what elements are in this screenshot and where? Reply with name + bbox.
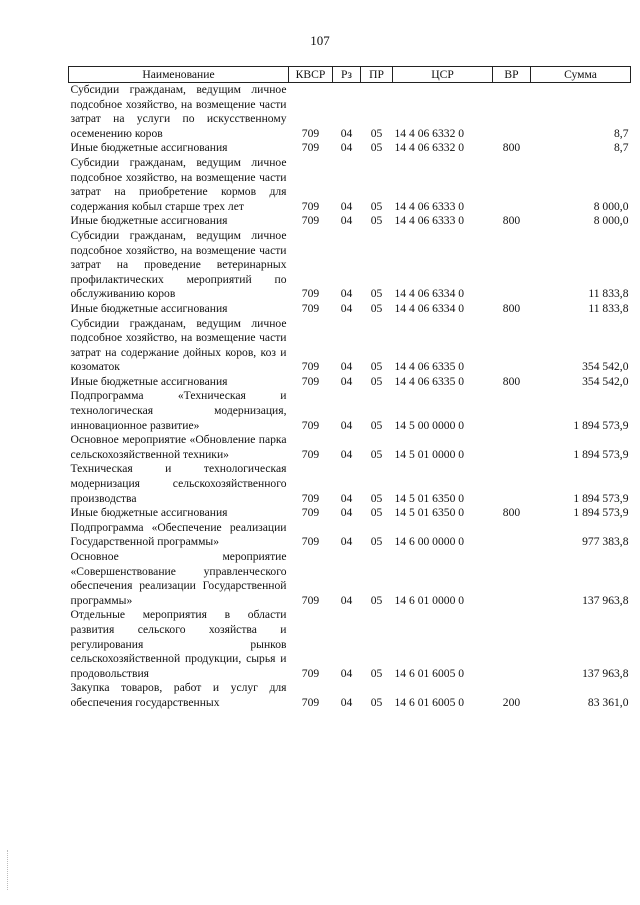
cell-vr (493, 229, 531, 302)
cell-name: Субсидии гражданам, ведущим личное подсобное хозяйство, на возмещение части затрат на содержание дойных коров, коз и козоматок (70, 316, 287, 374)
cell-sum: 1 894 573,9 (573, 491, 629, 505)
cell-name: Иные бюджетные ассигнования (70, 506, 228, 520)
cell-kvsr: 709 (301, 418, 320, 432)
table-row (69, 389, 631, 433)
table-row (69, 317, 631, 375)
cell-rz: 04 (340, 666, 353, 680)
cell-vr (493, 608, 531, 681)
cell-sum: 11 833,8 (588, 287, 629, 301)
cell-sum: 1 894 573,9 (573, 447, 629, 461)
cell-kvsr: 709 (301, 126, 320, 140)
cell-pr: 05 (370, 418, 383, 432)
cell-sum: 8,7 (614, 126, 629, 140)
table-row (69, 156, 631, 214)
cell-rz: 04 (340, 374, 353, 388)
cell-rz: 04 (340, 214, 353, 228)
cell-kvsr: 709 (301, 535, 320, 549)
table-row (69, 302, 631, 317)
cell-vr (493, 83, 531, 142)
cell-csr: 14 6 01 0000 0 (394, 593, 465, 607)
cell-csr: 14 5 00 0000 0 (394, 418, 465, 432)
cell-vr: 200 (502, 695, 521, 709)
cell-kvsr: 709 (301, 666, 320, 680)
cell-csr: 14 4 06 6332 0 (394, 141, 465, 155)
cell-kvsr: 709 (301, 447, 320, 461)
table-row (69, 462, 631, 506)
table-row (69, 375, 631, 390)
cell-sum: 137 963,8 (582, 666, 629, 680)
table-row (69, 214, 631, 229)
cell-csr: 14 4 06 6334 0 (394, 287, 465, 301)
scan-margin-specks (7, 850, 9, 890)
page-number: 107 (310, 33, 330, 48)
table-row (69, 608, 631, 681)
cell-vr (493, 317, 531, 375)
cell-name: Субсидии гражданам, ведущим личное подсобное хозяйство, на возмещение части затрат на проведение ветеринарных профилактических мероприятий по обслуживанию коров (70, 228, 287, 301)
cell-kvsr: 709 (301, 695, 320, 709)
cell-name: Иные бюджетные ассигнования (70, 214, 228, 228)
cell-csr: 14 4 06 6332 0 (394, 126, 465, 140)
cell-name: Иные бюджетные ассигнования (70, 301, 228, 315)
cell-rz: 04 (340, 360, 353, 374)
cell-name: Подпрограмма «Обеспечение реализации Государственной программы» (70, 520, 287, 549)
cell-name: Техническая и технологическая модернизация сельскохозяйственного производства (70, 462, 287, 505)
cell-pr: 05 (370, 506, 383, 520)
cell-name: Закупка товаров, работ и услуг для обеспечения государственных (70, 681, 287, 709)
cell-rz: 04 (340, 535, 353, 549)
cell-name: Основное мероприятие «Совершенствование управленческого обеспечения реализации Государственной программы» (70, 550, 287, 607)
header-csr: ЦСР (393, 67, 493, 83)
cell-vr (493, 389, 531, 433)
cell-sum: 8 000,0 (593, 214, 629, 228)
cell-sum: 11 833,8 (588, 301, 629, 315)
cell-sum: 137 963,8 (582, 593, 629, 607)
cell-pr: 05 (370, 535, 383, 549)
cell-csr: 14 4 06 6335 0 (394, 374, 465, 388)
table-row (69, 229, 631, 302)
cell-kvsr: 709 (301, 214, 320, 228)
cell-sum: 83 361,0 (587, 695, 629, 709)
cell-csr: 14 4 06 6333 0 (394, 214, 465, 228)
cell-rz: 04 (340, 447, 353, 461)
cell-rz: 04 (340, 141, 353, 155)
cell-csr: 14 5 01 6350 0 (394, 491, 465, 505)
cell-kvsr: 709 (301, 199, 320, 213)
cell-pr: 05 (370, 214, 383, 228)
cell-csr: 14 4 06 6334 0 (394, 301, 465, 315)
header-vr: ВР (493, 67, 531, 83)
cell-sum: 8,7 (614, 141, 629, 155)
cell-name: Субсидии гражданам, ведущим личное подсобное хозяйство, на возмещение части затрат на приобретение кормов для содержания кобыл старше трех лет (70, 155, 287, 213)
cell-pr: 05 (370, 695, 383, 709)
cell-vr (493, 462, 531, 506)
cell-vr (493, 521, 531, 550)
cell-sum: 977 383,8 (582, 535, 629, 549)
cell-rz: 04 (340, 301, 353, 315)
cell-vr: 800 (502, 506, 521, 520)
cell-vr (493, 433, 531, 462)
cell-name: Иные бюджетные ассигнования (70, 374, 228, 388)
cell-pr: 05 (370, 301, 383, 315)
budget-table (68, 66, 631, 711)
table-row (69, 550, 631, 608)
table-row (69, 433, 631, 462)
table-row (69, 83, 631, 142)
cell-name: Субсидии гражданам, ведущим личное подсобное хозяйство, на возмещение части затрат на услуги по искусственному осеменению коров (70, 83, 287, 140)
cell-vr (493, 550, 531, 608)
cell-kvsr: 709 (301, 287, 320, 301)
cell-name: Иные бюджетные ассигнования (70, 141, 228, 155)
cell-csr: 14 6 01 6005 0 (394, 695, 465, 709)
cell-pr: 05 (370, 126, 383, 140)
header-sum: Сумма (531, 67, 631, 83)
cell-vr: 800 (502, 301, 521, 315)
cell-vr: 800 (502, 214, 521, 228)
cell-kvsr: 709 (301, 141, 320, 155)
cell-csr: 14 5 01 0000 0 (394, 447, 465, 461)
cell-name: Основное мероприятие «Обновление парка сельскохозяйственной техники» (70, 433, 287, 461)
cell-rz: 04 (340, 199, 353, 213)
cell-sum: 8 000,0 (593, 199, 629, 213)
table-row (69, 141, 631, 156)
cell-kvsr: 709 (301, 301, 320, 315)
cell-vr (493, 156, 531, 214)
cell-kvsr: 709 (301, 593, 320, 607)
cell-pr: 05 (370, 141, 383, 155)
table-row (69, 506, 631, 521)
header-kvsr: КВСР (289, 67, 333, 83)
cell-pr: 05 (370, 666, 383, 680)
cell-pr: 05 (370, 491, 383, 505)
cell-pr: 05 (370, 287, 383, 301)
cell-pr: 05 (370, 360, 383, 374)
cell-kvsr: 709 (301, 374, 320, 388)
cell-rz: 04 (340, 418, 353, 432)
cell-sum: 354 542,0 (582, 360, 629, 374)
table-row (69, 521, 631, 550)
cell-csr: 14 6 01 6005 0 (394, 666, 465, 680)
cell-rz: 04 (340, 695, 353, 709)
header-name: Наименование (69, 67, 289, 83)
cell-kvsr: 709 (301, 506, 320, 520)
cell-vr: 800 (502, 141, 521, 155)
cell-pr: 05 (370, 199, 383, 213)
cell-rz: 04 (340, 593, 353, 607)
cell-pr: 05 (370, 374, 383, 388)
cell-rz: 04 (340, 506, 353, 520)
cell-rz: 04 (340, 287, 353, 301)
cell-csr: 14 6 00 0000 0 (394, 535, 465, 549)
cell-sum: 1 894 573,9 (573, 506, 629, 520)
cell-kvsr: 709 (301, 491, 320, 505)
cell-sum: 354 542,0 (582, 374, 629, 388)
table-header-row (69, 67, 631, 83)
cell-csr: 14 4 06 6335 0 (394, 360, 465, 374)
header-pr: ПР (361, 67, 393, 83)
cell-kvsr: 709 (301, 360, 320, 374)
cell-pr: 05 (370, 447, 383, 461)
header-rz: Рз (333, 67, 361, 83)
cell-rz: 04 (340, 491, 353, 505)
cell-pr: 05 (370, 593, 383, 607)
cell-rz: 04 (340, 126, 353, 140)
cell-csr: 14 4 06 6333 0 (394, 199, 465, 213)
cell-name: Подпрограмма «Техническая и технологическая модернизация, инновационное развитие» (70, 389, 287, 432)
cell-sum: 1 894 573,9 (573, 418, 629, 432)
table-row (69, 681, 631, 710)
cell-csr: 14 5 01 6350 0 (394, 506, 465, 520)
cell-name: Отдельные мероприятия в области развития сельского хозяйства и регулирования рынков сельскохозяйственной продукции, сырья и продовольствия (70, 608, 287, 680)
cell-vr: 800 (502, 374, 521, 388)
